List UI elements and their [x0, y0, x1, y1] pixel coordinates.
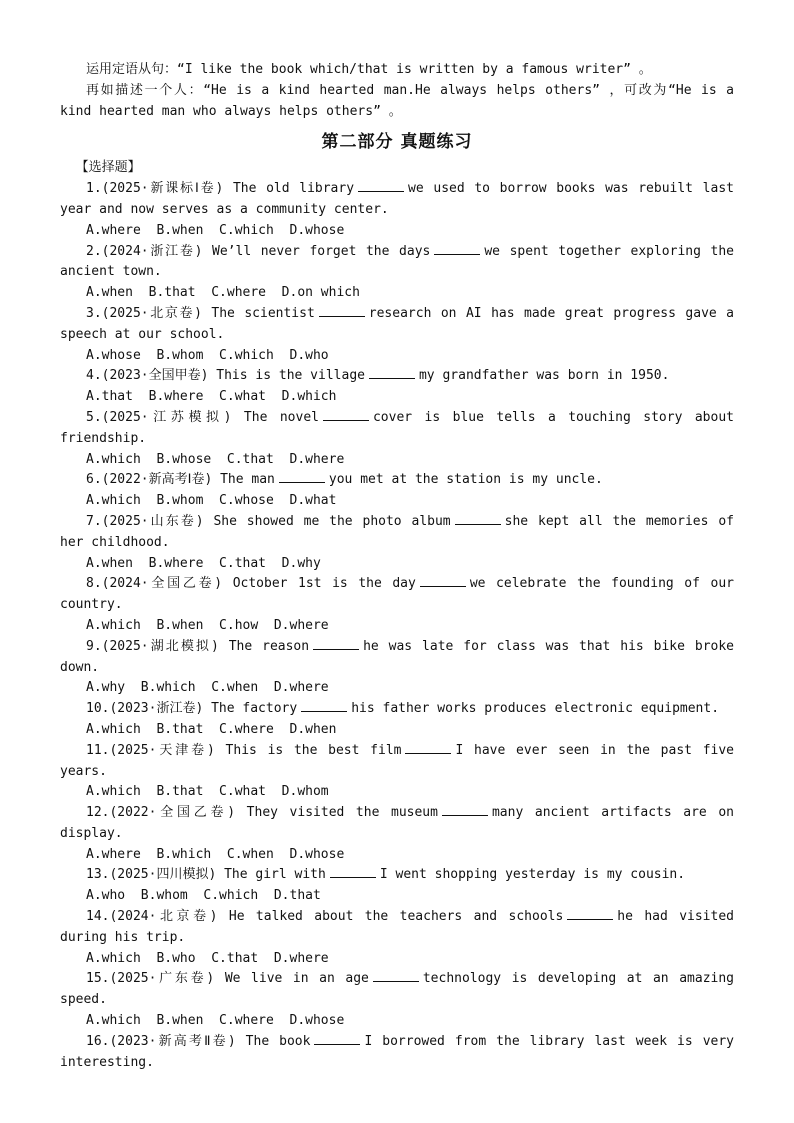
question-stem-start: 8.(2024·全国乙卷) October 1st is the day: [86, 576, 416, 592]
question-stem-start: 4.(2023·全国甲卷) This is the village: [86, 368, 365, 384]
question-options: A.which B.whose C.that D.where: [86, 451, 345, 467]
question-stem-end: he had visited during his trip.: [60, 909, 734, 945]
question-stem-start: 16.(2023·新高考Ⅱ卷) The book: [86, 1033, 311, 1049]
question-stem-end: you met at the station is my uncle.: [328, 472, 603, 488]
question-options: A.why B.which C.when D.where: [86, 680, 329, 696]
question-options: A.which B.when C.where D.whose: [86, 1013, 345, 1029]
answer-blank: [323, 408, 369, 421]
answer-blank: [369, 366, 415, 379]
question-options: A.which B.who C.that D.where: [86, 950, 329, 966]
question-item: [60, 242, 734, 284]
answer-blank: [358, 179, 404, 192]
answer-blank: [279, 470, 325, 483]
question-item: [60, 408, 734, 450]
question-stem-start: 10.(2023·浙江卷) The factory: [86, 701, 298, 717]
question-options: A.when B.that C.where D.on which: [86, 285, 360, 301]
document-page: [60, 60, 734, 1073]
question-stem-end: I have ever seen in the past five years.: [60, 742, 734, 779]
question-stem-start: 12.(2022·全国乙卷) They visited the museum: [86, 805, 438, 821]
question-item: [60, 907, 734, 949]
question-stem-end: we spent together exploring the ancient town.: [60, 243, 734, 280]
question-options: A.which B.whom C.whose D.what: [86, 493, 337, 509]
question-item: [60, 512, 734, 554]
question-item: [60, 179, 734, 221]
question-stem-start: 15.(2025·广东卷) We live in an age: [86, 971, 369, 987]
question-stem-end: my grandfather was born in 1950.: [418, 368, 670, 384]
question-options: A.which B.that C.where D.when: [86, 721, 337, 737]
question-item: [60, 803, 734, 845]
question-options: A.which B.that C.what D.whom: [86, 784, 329, 800]
question-type-label: 【选择题】: [75, 160, 141, 176]
question-list: [60, 179, 734, 1073]
answer-blank: [319, 304, 365, 317]
question-stem-end: we celebrate the founding of our country.: [60, 576, 734, 613]
question-options: A.when B.where C.that D.why: [86, 555, 321, 571]
question-stem-end: I went shopping yesterday is my cousin.: [379, 867, 686, 883]
answer-blank: [373, 969, 419, 982]
question-stem-end: research on AI has made great progress gave a speech at our school.: [60, 305, 734, 342]
question-stem-end: many ancient artifacts are on display.: [60, 805, 734, 841]
question-stem-end: he was late for class was that his bike broke down.: [60, 638, 734, 675]
answer-blank: [455, 512, 501, 525]
question-stem-start: 1.(2025·新课标Ⅰ卷) The old library: [86, 181, 355, 197]
question-stem-end: we used to borrow books was rebuilt last year and now serves as a community center.: [60, 181, 734, 217]
question-stem-start: 9.(2025·湖北模拟) The reason: [86, 638, 310, 654]
question-item: [60, 637, 734, 679]
question-stem-end: cover is blue tells a touching story about friendship.: [60, 409, 734, 446]
question-item: [60, 741, 734, 783]
question-options: A.who B.whom C.which D.that: [86, 888, 321, 904]
question-item: [60, 470, 734, 491]
question-stem-start: 7.(2025·山东卷) She showed me the photo album: [86, 513, 451, 529]
question-stem-start: 6.(2022·新高考Ⅰ卷) The man: [86, 472, 275, 488]
question-item: [60, 699, 734, 720]
answer-blank: [314, 1032, 360, 1045]
answer-blank: [420, 574, 466, 587]
intro-line-1: 运用定语从句：“I like the book which/that is written by a famous writer” 。: [86, 62, 652, 77]
answer-blank: [330, 865, 376, 878]
question-item: [60, 1032, 734, 1074]
answer-blank: [313, 637, 359, 650]
question-options: A.where B.which C.when D.whose: [86, 846, 345, 862]
question-item: [60, 865, 734, 886]
answer-blank: [434, 242, 480, 255]
question-stem-end: his father works produces electronic equipment.: [351, 701, 720, 717]
answer-blank: [567, 907, 613, 920]
question-stem-start: 14.(2024·北京卷) He talked about the teachers and schools: [86, 909, 564, 925]
question-item: [60, 574, 734, 616]
question-item: [60, 969, 734, 1011]
answer-blank: [301, 699, 347, 712]
question-options: A.which B.when C.how D.where: [86, 617, 329, 633]
question-stem-start: 2.(2024·浙江卷) We’ll never forget the days: [86, 243, 431, 259]
question-options: A.whose B.whom C.which D.who: [86, 347, 329, 363]
question-options: A.that B.where C.what D.which: [86, 389, 337, 405]
question-item: [60, 366, 734, 387]
question-stem-end: technology is developing at an amazing speed.: [60, 971, 734, 1008]
answer-blank: [442, 803, 488, 816]
question-stem-start: 5.(2025·江苏模拟) The novel: [86, 409, 319, 425]
question-stem-end: I borrowed from the library last week is very interesting.: [60, 1033, 734, 1070]
question-options: A.where B.when C.which D.whose: [86, 222, 345, 238]
section-title: 第二部分 真题练习: [321, 132, 473, 153]
intro-line-2: 再如描述一个人：“He is a kind hearted man.He always helps others” ，可改为“He is a kind hearted man who always helps others” 。: [60, 82, 734, 119]
answer-blank: [405, 741, 451, 754]
question-stem-start: 13.(2025·四川模拟) The girl with: [86, 867, 326, 883]
question-stem-start: 11.(2025·天津卷) This is the best film: [86, 742, 402, 758]
question-item: [60, 304, 734, 346]
question-stem-start: 3.(2025·北京卷) The scientist: [86, 305, 315, 321]
question-stem-end: she kept all the memories of her childhood.: [60, 513, 734, 550]
